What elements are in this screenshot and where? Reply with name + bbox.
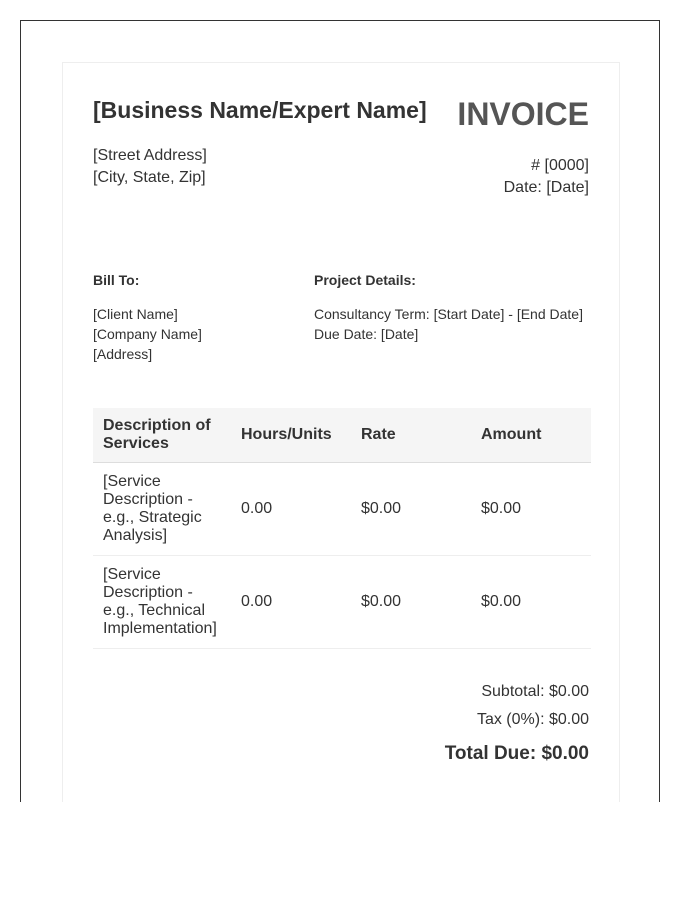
bill-to-details [93,304,202,364]
service-hours: 0.00 [231,556,351,649]
business-address [93,145,207,189]
service-description: [Service Description - e.g., Technical Implementation] [93,556,231,649]
street-address: [Street Address] [93,147,207,164]
project-details-label: Project Details: [314,272,416,288]
services-table [93,408,591,649]
table-row [93,463,591,556]
project-details [314,304,583,344]
header-rate: Rate [351,408,471,463]
total-due: Total Due: $0.00 [444,743,589,764]
subtotal: Subtotal: $0.00 [481,683,589,700]
client-name: [Client Name] [93,306,178,322]
due-date: Due Date: [Date] [314,326,419,342]
service-description: [Service Description - e.g., Strategic Analysis] [93,463,231,556]
tax: Tax (0%): $0.00 [476,711,589,728]
invoice-title: INVOICE [457,96,589,132]
consultancy-term: Consultancy Term: [Start Date] - [End Date] [314,306,583,322]
table-header-row [93,408,591,463]
header-hours: Hours/Units [231,408,351,463]
company-name: [Company Name] [93,326,202,342]
bill-to-label: Bill To: [93,272,140,288]
document-page [20,20,660,802]
city-state-zip: [City, State, Zip] [93,169,206,186]
invoice-meta [504,155,589,199]
header-description: Description of Services [93,408,231,463]
service-amount: $0.00 [471,556,591,649]
service-rate: $0.00 [351,463,471,556]
table-row [93,556,591,649]
header-amount: Amount [471,408,591,463]
service-rate: $0.00 [351,556,471,649]
service-hours: 0.00 [231,463,351,556]
invoice-number: # [0000] [531,157,589,174]
invoice-date: Date: [Date] [503,179,589,196]
client-address: [Address] [93,346,153,362]
business-name: [Business Name/Expert Name] [93,97,427,123]
invoice-card [62,62,620,802]
service-amount: $0.00 [471,463,591,556]
